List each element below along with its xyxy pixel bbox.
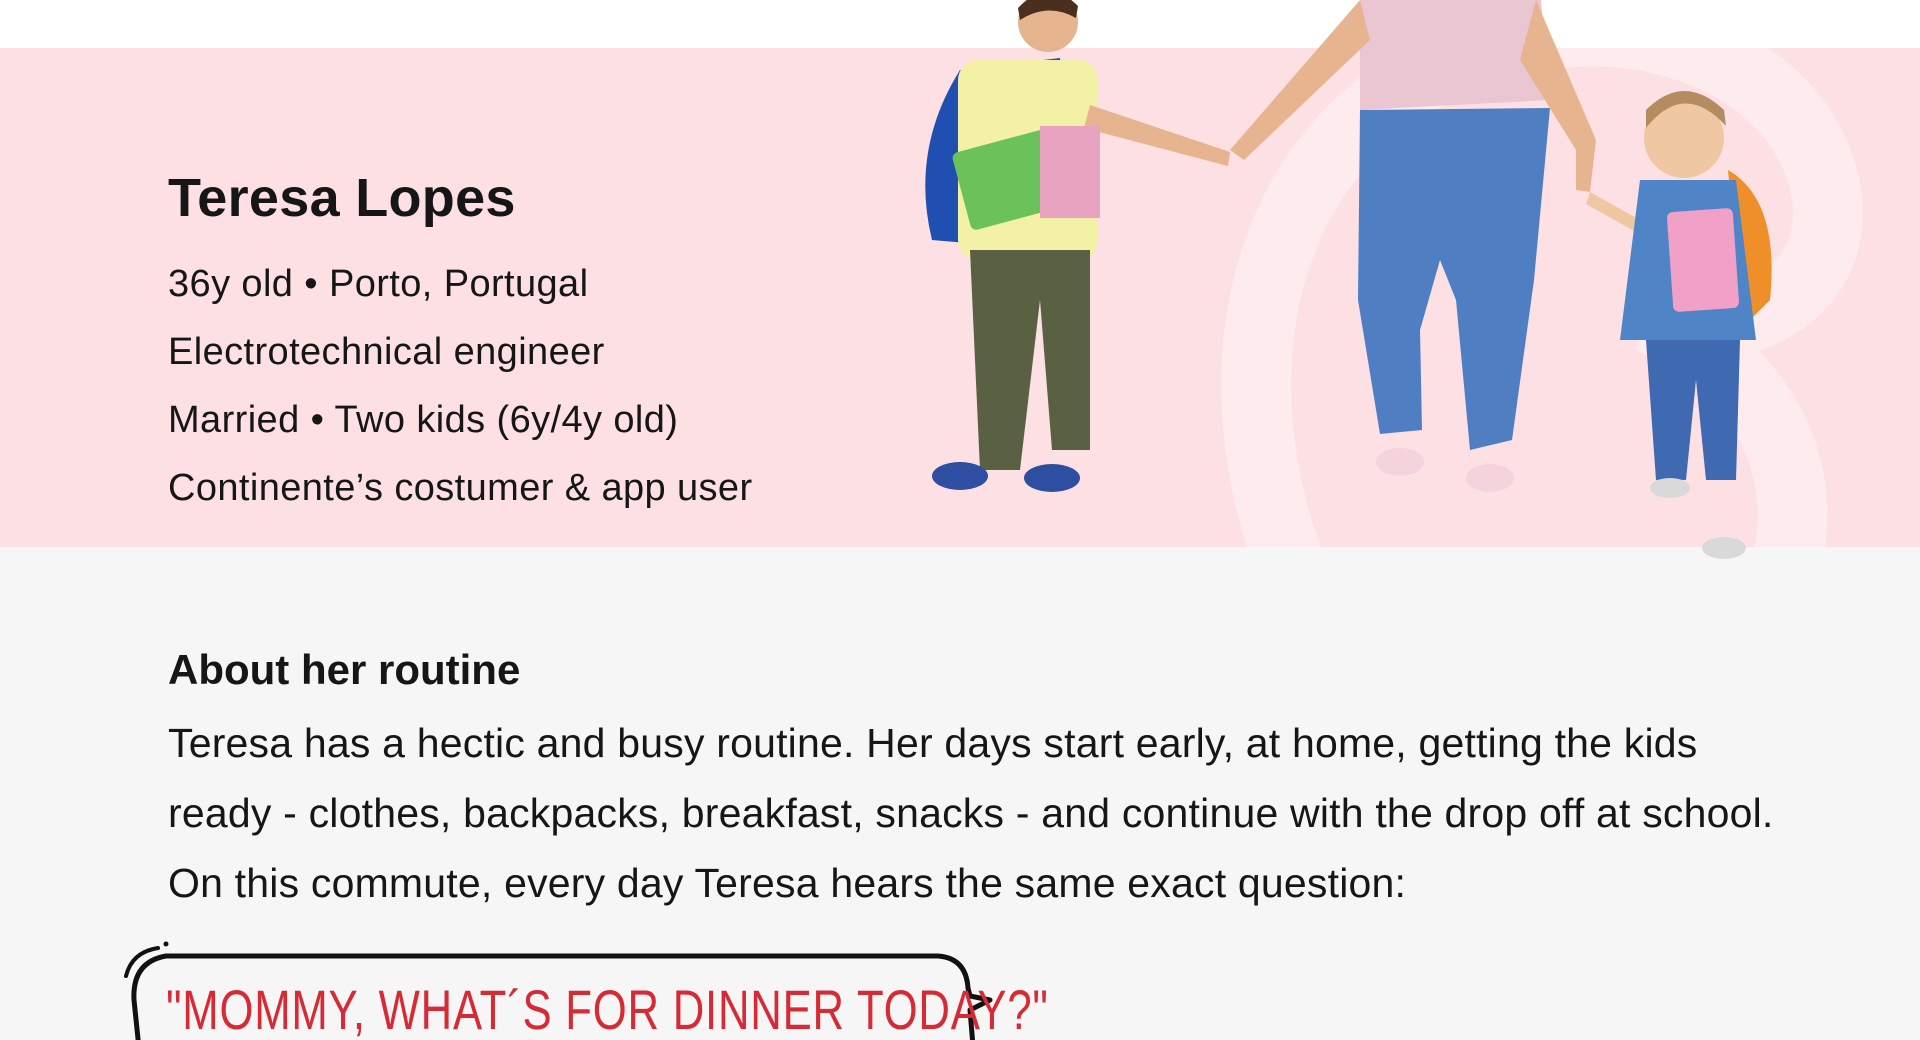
persona-name: Teresa Lopes (168, 168, 516, 228)
boy-figure (925, 0, 1230, 492)
persona-family: Married • Two kids (6y/4y old) (168, 399, 679, 441)
quote-bubble (118, 940, 1049, 1040)
mother-figure (1230, 0, 1596, 492)
persona-profile (168, 166, 753, 522)
family-walking-icon (900, 0, 1820, 575)
routine-heading: About her routine (168, 646, 521, 693)
girl-figure (1586, 91, 1772, 559)
persona-age-location: 36y old • Porto, Portugal (168, 263, 589, 305)
kids-question-quote: "MOMMY, WHAT´S FOR DINNER TODAY?" (166, 978, 1049, 1040)
persona-occupation: Electrotechnical engineer (168, 331, 605, 373)
persona-customer-status: Continente’s costumer & app user (168, 467, 753, 509)
routine-section (168, 640, 1788, 918)
routine-description: Teresa has a hectic and busy routine. Her days start early, at home, getting the kids ready - clothes, backpacks, breakfast, snacks - and continue with the drop off at school. On this commute, every day Teresa hears the same exact question: (168, 720, 1774, 906)
